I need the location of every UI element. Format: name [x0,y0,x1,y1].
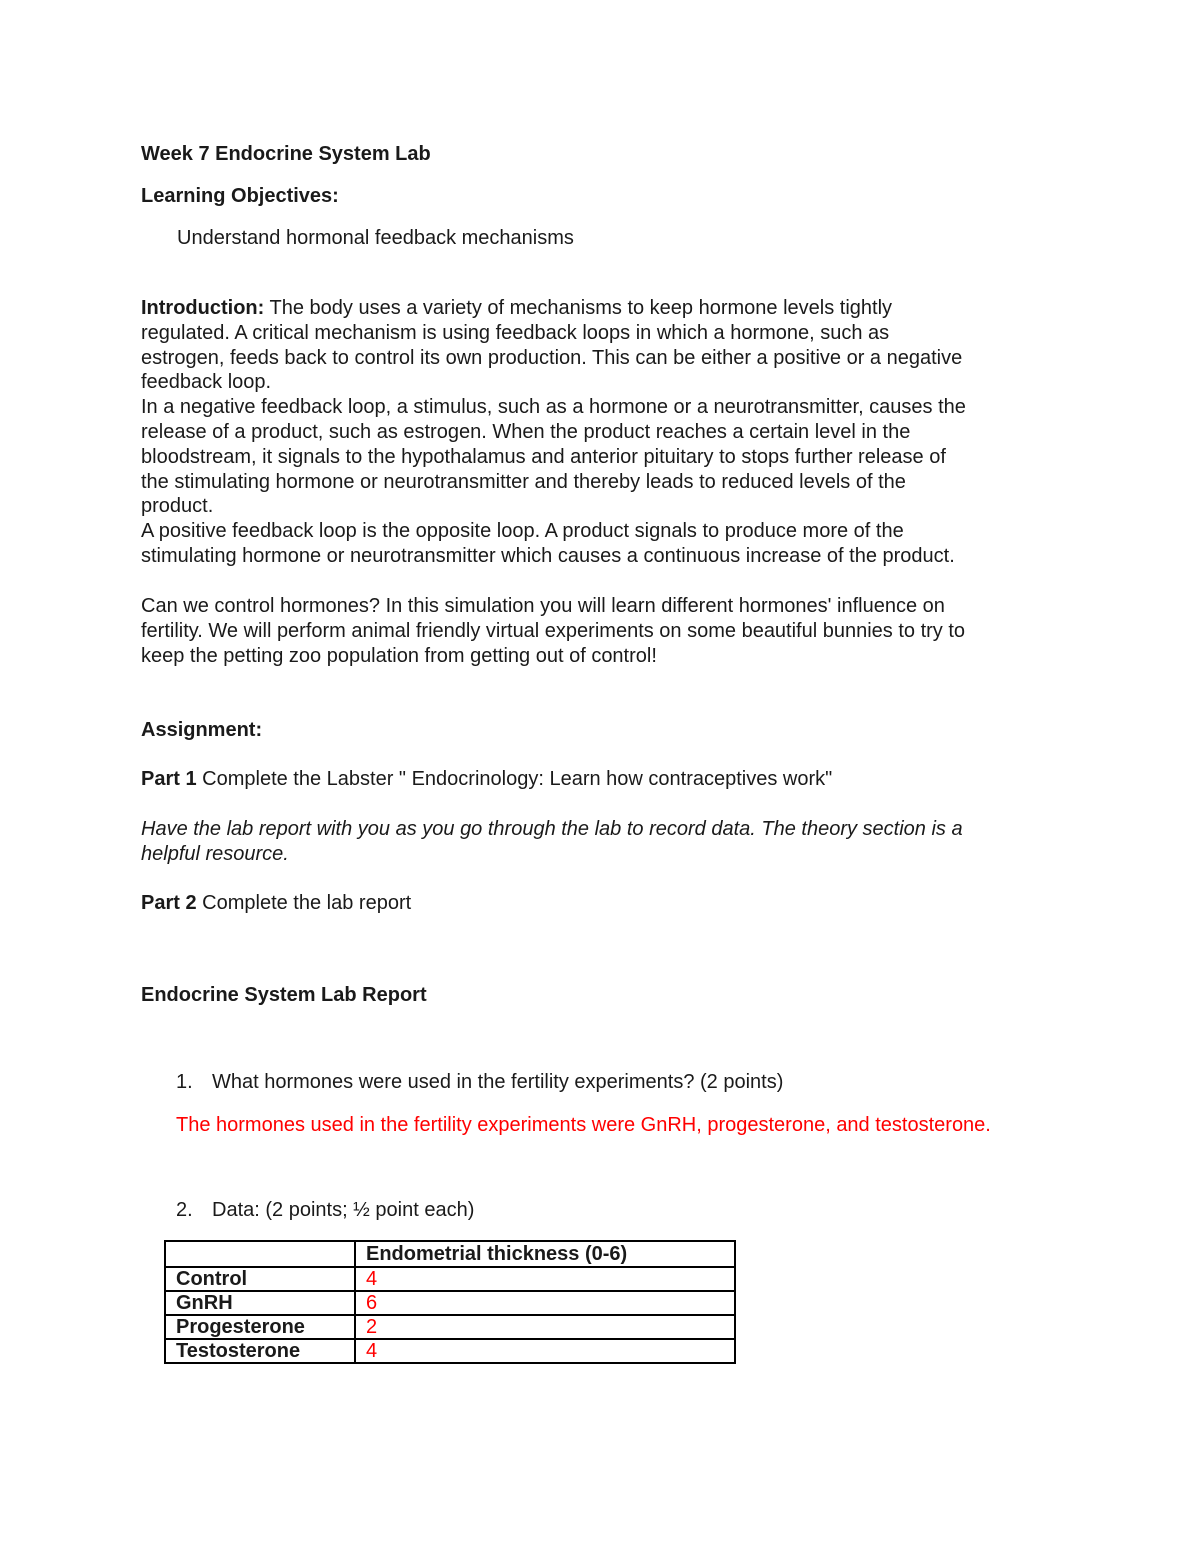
question-2-text: Data: (2 points; ½ point each) [212,1199,475,1221]
part1-label: Part 1 [141,768,197,790]
part1-text: Complete the Labster " Endocrinology: Learn how contraceptives work" [196,768,833,790]
part2-label: Part 2 [141,892,197,914]
introduction-paragraph [141,296,1041,569]
column-header: Endometrial thickness (0-6) [355,1241,735,1267]
table-row [165,1267,735,1291]
table-row [165,1291,735,1315]
intro-line: product. [141,495,214,518]
objectives-heading: Learning Objectives: [141,185,339,207]
page-title: Week 7 Endocrine System Lab [141,143,431,165]
row-label: Progesterone [165,1315,355,1339]
data-table [164,1240,736,1364]
intro-line: feedback loop. [141,371,272,394]
objective-item: Understand hormonal feedback mechanisms [177,227,574,249]
intro-line: The body uses a variety of mechanisms to keep hormone levels tightly [264,297,893,319]
introduction-label: Introduction: [141,297,265,319]
part2-text: Complete the lab report [196,892,412,914]
intro-line: A positive feedback loop is the opposite loop. A product signals to produce more of the [141,520,904,543]
intro-line: release of a product, such as estrogen. When the product reaches a certain level in the [141,420,911,443]
question-1-answer: The hormones used in the fertility experiments were GnRH, progesterone, and testosterone. [176,1114,991,1136]
note-line: Have the lab report with you as you go through the lab to record data. The theory section is a [141,818,963,840]
row-label: Control [165,1267,355,1291]
intro-line: In a negative feedback loop, a stimulus, such as a hormone or a neurotransmitter, causes the [141,396,966,419]
intro-line: Can we control hormones? In this simulation you will learn different hormones' influence on [141,595,945,617]
intro-line: estrogen, feeds back to control its own production. This can be either a positive or a negative [141,346,963,369]
intro-line: fertility. We will perform animal friendly virtual experiments on some beautiful bunnies to try to [141,619,966,642]
table-header-row [165,1241,735,1267]
intro-line: regulated. A critical mechanism is using feedback loops in which a hormone, such as [141,321,890,344]
intro-line: bloodstream, it signals to the hypothalamus and anterior pituitary to stops further release of [141,445,946,468]
intro-line: the stimulating hormone or neurotransmitter and thereby leads to reduced levels of the [141,470,906,493]
intro-line: stimulating hormone or neurotransmitter which causes a continuous increase of the product. [141,544,955,567]
question-2-number: 2. [176,1199,193,1221]
report-heading: Endocrine System Lab Report [141,984,427,1006]
part1-line [141,768,832,791]
table-row [165,1315,735,1339]
row-label: GnRH [165,1291,355,1315]
table-corner-cell [165,1241,355,1267]
table-row [165,1339,735,1363]
assignment-note [141,817,1041,867]
row-value: 4 [355,1267,735,1291]
assignment-heading: Assignment: [141,719,263,741]
row-value: 2 [355,1315,735,1339]
intro-line: keep the petting zoo population from getting out of control! [141,644,657,667]
row-value: 6 [355,1291,735,1315]
simulation-paragraph [141,594,1041,668]
question-1-number: 1. [176,1071,193,1093]
question-1-text: What hormones were used in the fertility experiments? (2 points) [212,1071,784,1093]
note-line: helpful resource. [141,842,289,865]
part2-line [141,892,411,915]
row-label: Testosterone [165,1339,355,1363]
row-value: 4 [355,1339,735,1363]
